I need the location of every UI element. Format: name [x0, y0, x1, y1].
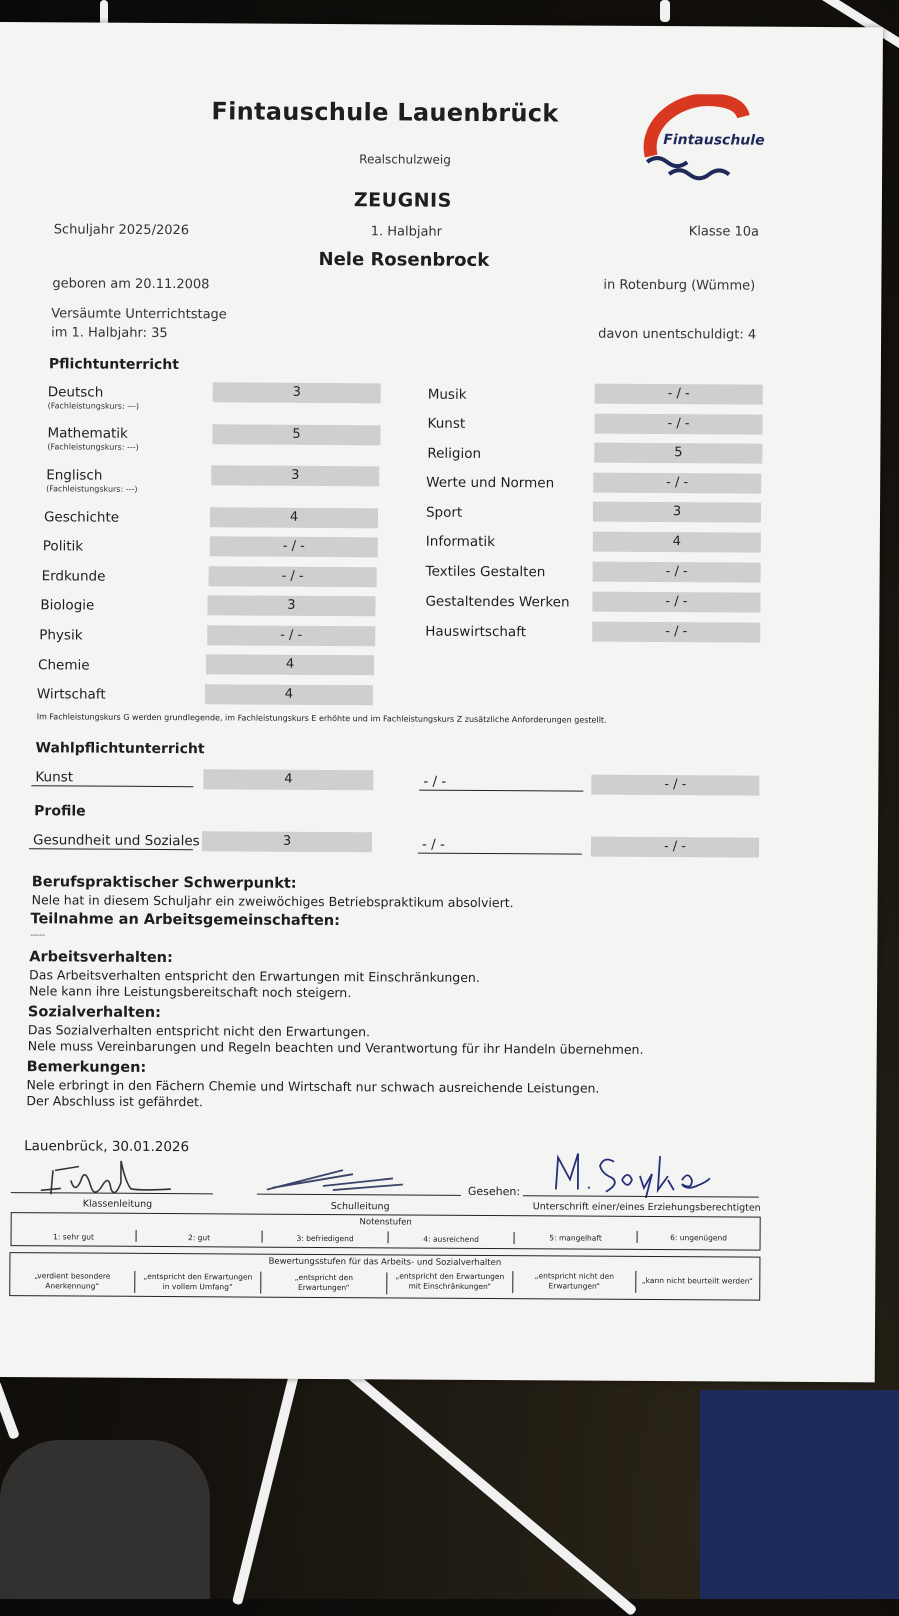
- behavior-legend: [9, 1252, 760, 1301]
- elective-subject-2: - / -: [423, 773, 447, 790]
- behavior-legend-line: „verdient besondere: [34, 1271, 111, 1281]
- rack-bar: [232, 1370, 300, 1605]
- behavior-legend-item: [10, 1271, 134, 1292]
- guardian-signature: [548, 1149, 718, 1198]
- grade-chemie: 4: [206, 654, 374, 675]
- grade-legend-item: 1: sehr gut: [53, 1232, 95, 1242]
- profile-heading: Profile: [34, 803, 86, 820]
- unexcused-days: davon unentschuldigt: 4: [598, 326, 757, 343]
- class: Klasse 10a: [688, 224, 760, 240]
- profile-subject: Gesundheit und Soziales: [32, 832, 200, 850]
- grade-englisch: 3: [211, 465, 379, 486]
- grade-religion: 5: [594, 443, 762, 464]
- behavior-legend-item: [636, 1276, 758, 1287]
- behavior-legend-line: Erwartungen“: [548, 1281, 601, 1291]
- social-behavior-line-1: Das Sozialverhalten entspricht nicht den Erwartungen.: [27, 1022, 371, 1040]
- school-year: Schuljahr 2025/2026: [53, 222, 190, 239]
- subject-chemie: Chemie: [38, 657, 90, 674]
- ag-heading: Teilnahme an Arbeitsgemeinschaften:: [30, 911, 340, 930]
- missed-days-value: im 1. Halbjahr: 35: [51, 325, 168, 342]
- elective-grade: 4: [203, 769, 373, 790]
- social-behavior-heading: Sozialverhalten:: [27, 1004, 161, 1022]
- practical-heading: Berufspraktischer Schwerpunkt:: [31, 874, 297, 892]
- subject-note: (Fachleistungskurs: ---): [47, 401, 140, 411]
- missed-days-label: Versäumte Unterrichtstage: [51, 306, 227, 323]
- remarks-line-2: Der Abschluss ist gefährdet.: [26, 1093, 203, 1110]
- grade-hauswirtschaft: - / -: [592, 622, 760, 643]
- elective-subject-2-line: [419, 790, 583, 792]
- work-behavior-line-1: Das Arbeitsverhalten entspricht den Erwartungen mit Einschränkungen.: [29, 967, 480, 985]
- rack-bar: [0, 1380, 20, 1440]
- grade-kunst: - / -: [594, 414, 762, 435]
- profile-grade-2: - / -: [591, 837, 759, 858]
- behavior-legend-item: [261, 1273, 386, 1294]
- school-logo: [639, 94, 780, 185]
- subject-informatik: Informatik: [425, 533, 496, 551]
- grade-physik: - / -: [207, 625, 375, 646]
- subject-wirtschaft: Wirtschaft: [36, 686, 106, 703]
- behavior-legend-item: [135, 1272, 260, 1293]
- elective-subject-line: [31, 785, 193, 787]
- subject-note: (Fachleistungskurs: ---): [47, 442, 139, 452]
- subject-gestaltendes-werken: Gestaltendes Werken: [425, 593, 570, 611]
- elective-grade-2: - / -: [591, 775, 759, 796]
- grade-informatik: 4: [593, 532, 761, 553]
- grade-legend-item: 6: ungenügend: [670, 1233, 728, 1243]
- profile-subject-2: - / -: [421, 836, 445, 853]
- behavior-legend-item: [387, 1271, 512, 1292]
- behavior-legend-line: Erwartungen“: [297, 1282, 350, 1293]
- subject-musik: Musik: [427, 386, 467, 403]
- seen-label: Gesehen:: [467, 1184, 521, 1199]
- elective-subject: Kunst: [35, 769, 74, 786]
- grade-werte-und-normen: - / -: [593, 473, 761, 494]
- profile-grade: 3: [202, 831, 372, 852]
- subject-hauswirtschaft: Hauswirtschaft: [425, 623, 527, 641]
- behavior-legend-line: mit Einschränkungen“: [408, 1281, 492, 1292]
- grade-textiles-gestalten: - / -: [593, 562, 761, 583]
- logo-text: Fintauschule: [663, 132, 765, 149]
- profile-subject-line: [29, 848, 193, 850]
- chair-shadow: [0, 1440, 210, 1599]
- behavior-legend-line: Anerkennung“: [45, 1281, 100, 1291]
- grade-legend-title: Notenstufen: [359, 1217, 412, 1228]
- subject-biologie: Biologie: [40, 597, 95, 614]
- subject-textiles-gestalten: Textiles Gestalten: [425, 563, 546, 581]
- school-lead-signature: [263, 1164, 463, 1197]
- guardian-label: Unterschrift einer/eines Erziehungsberechtigten: [532, 1201, 761, 1214]
- grade-deutsch: 3: [213, 382, 381, 403]
- subject-mathematik: Mathematik: [47, 425, 128, 442]
- grade-legend: [11, 1212, 761, 1251]
- behavior-legend-line: „entspricht den Erwartungen: [143, 1271, 253, 1282]
- blue-bin: [700, 1390, 899, 1599]
- subject-deutsch: Deutsch: [47, 384, 104, 401]
- grade-musik: - / -: [595, 384, 763, 405]
- subject-werte-und-normen: Werte und Normen: [426, 474, 555, 492]
- subject-religion: Religion: [427, 445, 482, 462]
- grade-sport: 3: [593, 502, 761, 523]
- behavior-legend-item: [513, 1271, 635, 1292]
- subject-geschichte: Geschichte: [43, 509, 120, 526]
- behavior-legend-title: Bewertungsstufen für das Arbeits- und Sozialverhalten: [268, 1256, 502, 1269]
- behavior-legend-line: „entspricht nicht den: [534, 1271, 615, 1281]
- grade-geschichte: 4: [210, 507, 378, 528]
- class-lead-label: Klassenleitung: [82, 1198, 153, 1210]
- course-footnote: Im Fachleistungskurs G werden grundlegende, im Fachleistungskurs E erhöhte und im Fachleistungskurs Z zusätzliche Anforderungen gestellt.: [36, 712, 607, 725]
- work-behavior-line-2: Nele kann ihre Leistungsbereitschaft noch steigern.: [29, 983, 352, 1001]
- place-date: Lauenbrück, 30.01.2026: [24, 1138, 190, 1156]
- subject-physik: Physik: [39, 627, 83, 644]
- grade-politik: - / -: [210, 536, 378, 557]
- school-lead-label: Schulleitung: [330, 1201, 390, 1213]
- grade-legend-item: 2: gut: [187, 1233, 211, 1243]
- student-name: Nele Rosenbrock: [318, 248, 490, 271]
- mandatory-heading: Pflichtunterricht: [48, 356, 180, 374]
- grade-legend-item: 4: ausreichend: [423, 1234, 479, 1244]
- grade-legend-item: 5: mangelhaft: [549, 1233, 602, 1243]
- practical-text: Nele hat in diesem Schuljahr ein zweiwöchiges Betriebspraktikum absolviert.: [31, 892, 514, 911]
- grade-biologie: 3: [207, 595, 375, 616]
- behavior-legend-line: „kann nicht beurteilt werden“: [641, 1275, 753, 1286]
- subject-sport: Sport: [425, 504, 463, 521]
- class-lead-signature: [33, 1160, 193, 1201]
- rack-bar: [660, 0, 670, 22]
- ag-text: -----: [30, 930, 45, 940]
- subject-kunst: Kunst: [427, 415, 466, 432]
- subject-note: (Fachleistungskurs: ---): [46, 484, 138, 494]
- birth-place: in Rotenburg (Wümme): [603, 277, 756, 294]
- document-title: ZEUGNIS: [353, 189, 452, 212]
- remarks-heading: Bemerkungen:: [26, 1059, 147, 1076]
- rack-bar: [340, 1364, 638, 1616]
- grade-mathematik: 5: [212, 424, 380, 445]
- subject-politik: Politik: [42, 538, 84, 555]
- grade-gestaltendes-werken: - / -: [592, 592, 760, 613]
- remarks-line-1: Nele erbringt in den Fächern Chemie und Wirtschaft nur schwach ausreichende Leistungen.: [26, 1077, 600, 1096]
- grade-wirtschaft: 4: [205, 684, 373, 705]
- birth-date: geboren am 20.11.2008: [52, 276, 210, 293]
- behavior-legend-line: „entspricht den: [294, 1272, 354, 1283]
- grade-legend-item: 3: befriedigend: [296, 1233, 354, 1244]
- work-behavior-heading: Arbeitsverhalten:: [29, 949, 173, 967]
- term: 1. Halbjahr: [370, 224, 443, 240]
- grade-erdkunde: - / -: [209, 566, 377, 587]
- subject-englisch: Englisch: [46, 467, 103, 484]
- school-name: Fintauschule Lauenbrück: [211, 97, 559, 128]
- profile-subject-2-line: [418, 853, 582, 855]
- subject-erdkunde: Erdkunde: [41, 568, 106, 585]
- social-behavior-line-2: Nele muss Vereinbarungen und Regeln beachten und Verantwortung für ihr Handeln übernehmen.: [27, 1038, 644, 1057]
- elective-heading: Wahlpflichtunterricht: [35, 740, 205, 758]
- report-card-sheet: [0, 22, 883, 1382]
- behavior-legend-line: „entspricht den Erwartungen: [395, 1271, 505, 1282]
- behavior-legend-line: in vollem Umfang“: [162, 1282, 233, 1292]
- school-branch: Realschulzweig: [359, 152, 451, 167]
